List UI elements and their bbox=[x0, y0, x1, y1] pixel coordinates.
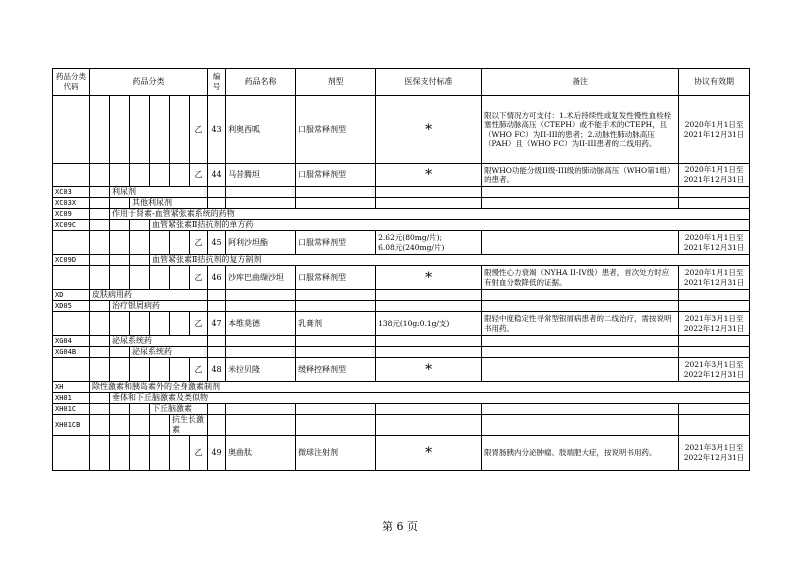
remark-46: 限慢性心力衰竭（NYHA II-IV级）患者，首次处方时应有射血分数降低的证据。 bbox=[482, 266, 679, 290]
form-44: 口服常释剂型 bbox=[296, 164, 376, 187]
standard-49: * bbox=[376, 436, 482, 471]
grade-48: 乙 bbox=[190, 358, 208, 382]
validity-45: 2020年1月1日至 2021年12月31日 bbox=[679, 231, 750, 255]
drug-row-43 bbox=[53, 96, 750, 164]
grade-49: 乙 bbox=[190, 436, 208, 471]
drug-row-48 bbox=[53, 358, 750, 382]
grade-43: 乙 bbox=[190, 96, 208, 164]
remark-49: 限胃肠胰内分泌肿瘤、肢端肥大症，按说明书用药。 bbox=[482, 436, 679, 471]
drug-row-46 bbox=[53, 266, 750, 290]
code-xc09: XC09 bbox=[53, 209, 90, 220]
number-46: 46 bbox=[208, 266, 226, 290]
code-xc03: XC03 bbox=[53, 187, 90, 198]
drug-name-44: 马昔腾坦 bbox=[226, 164, 296, 187]
category-xh01cb: 抗生长激素 bbox=[170, 415, 208, 436]
drug-name-49: 奥曲肽 bbox=[226, 436, 296, 471]
category-row-xd05 bbox=[53, 301, 750, 312]
code-xc09c: XC09C bbox=[53, 220, 90, 231]
header-standard: 医保支付标准 bbox=[376, 69, 482, 96]
standard-44: * bbox=[376, 164, 482, 187]
validity-49: 2021年3月1日至 2022年12月31日 bbox=[679, 436, 750, 471]
category-row-xh01c bbox=[53, 404, 750, 415]
validity-44: 2020年1月1日至 2021年12月31日 bbox=[679, 164, 750, 187]
drug-row-45 bbox=[53, 231, 750, 255]
code-xh01cb: XH01CB bbox=[53, 415, 90, 436]
code-xh: XH bbox=[53, 382, 90, 393]
number-45: 45 bbox=[208, 231, 226, 255]
code-xd: XD bbox=[53, 290, 90, 301]
form-46: 口服常释剂型 bbox=[296, 266, 376, 290]
drug-name-45: 阿利沙坦酯 bbox=[226, 231, 296, 255]
category-xh01: 垂体和下丘脑激素及类似物 bbox=[110, 393, 750, 404]
category-row-xc03x bbox=[53, 198, 750, 209]
grade-47: 乙 bbox=[190, 312, 208, 336]
category-xc03x: 其他利尿剂 bbox=[130, 198, 208, 209]
code-xg04: XG04 bbox=[53, 336, 90, 347]
category-xd05: 治疗银屑病药 bbox=[110, 301, 208, 312]
grade-44: 乙 bbox=[190, 164, 208, 187]
drug-name-46: 沙库巴曲缬沙坦 bbox=[226, 266, 296, 290]
form-47: 乳膏剂 bbox=[296, 312, 376, 336]
number-43: 43 bbox=[208, 96, 226, 164]
category-row-xd bbox=[53, 290, 750, 301]
form-45: 口服常释剂型 bbox=[296, 231, 376, 255]
category-xg04: 泌尿系统药 bbox=[110, 336, 208, 347]
category-row-xh01 bbox=[53, 393, 750, 404]
category-row-xg04 bbox=[53, 336, 750, 347]
table-header-row bbox=[53, 69, 750, 96]
remark-44: 限WHO功能分级II级-III级的肺动脉高压（WHO第1组）的患者。 bbox=[482, 164, 679, 187]
category-row-xc09c bbox=[53, 220, 750, 231]
code-xh01: XH01 bbox=[53, 393, 90, 404]
header-name: 药品名称 bbox=[226, 69, 296, 96]
standard-48: * bbox=[376, 358, 482, 382]
drug-table bbox=[52, 68, 750, 471]
category-xd: 皮肤病用药 bbox=[90, 290, 208, 301]
category-row-xg04b bbox=[53, 347, 750, 358]
validity-46: 2020年1月1日至 2021年12月31日 bbox=[679, 266, 750, 290]
drug-name-47: 本维莫德 bbox=[226, 312, 296, 336]
grade-45: 乙 bbox=[190, 231, 208, 255]
category-xc09: 作用于肾素-血管紧张素系统的药物 bbox=[110, 209, 750, 220]
category-row-xc09d bbox=[53, 255, 750, 266]
code-xd05: XD05 bbox=[53, 301, 90, 312]
code-xh01c: XH01C bbox=[53, 404, 90, 415]
category-xc09d: 血管紧张素Ⅱ拮抗剂的复方制剂 bbox=[150, 255, 750, 266]
form-49: 微球注射剂 bbox=[296, 436, 376, 471]
category-row-xh01cb bbox=[53, 415, 750, 436]
validity-43: 2020年1月1日至 2021年12月31日 bbox=[679, 96, 750, 164]
category-xh01c: 下丘脑激素 bbox=[150, 404, 208, 415]
category-xc03: 利尿剂 bbox=[110, 187, 208, 198]
validity-47: 2021年3月1日至 2022年12月31日 bbox=[679, 312, 750, 336]
drug-row-47 bbox=[53, 312, 750, 336]
standard-47: 138元(10g:0.1g/支) bbox=[376, 312, 482, 336]
number-48: 48 bbox=[208, 358, 226, 382]
drug-row-49 bbox=[53, 436, 750, 471]
code-xc09d: XC09D bbox=[53, 255, 90, 266]
validity-48: 2021年3月1日至 2022年12月31日 bbox=[679, 358, 750, 382]
header-validity: 协议有效期 bbox=[679, 69, 750, 96]
remark-43: 限以下情况方可支付：1.术后持续性或复发性慢性血栓栓塞性肺动脉高压（CTEPH）或不能手术的CTEPH，且（WHO FC）为II-III的患者；2.动脉性肺动脉高压（PAH）且（WHO FC）为II-III患者的二线用药。 bbox=[482, 96, 679, 164]
category-xh: 除性激素和胰岛素外的全身激素制剂 bbox=[90, 382, 750, 393]
header-category: 药品分类 bbox=[90, 69, 208, 96]
form-48: 缓释控释剂型 bbox=[296, 358, 376, 382]
standard-46: * bbox=[376, 266, 482, 290]
number-44: 44 bbox=[208, 164, 226, 187]
header-form: 剂型 bbox=[296, 69, 376, 96]
category-row-xc09 bbox=[53, 209, 750, 220]
header-number: 编号 bbox=[208, 69, 226, 96]
number-49: 49 bbox=[208, 436, 226, 471]
remark-47: 限轻中度稳定性寻常型银屑病患者的二线治疗，需按说明书用药。 bbox=[482, 312, 679, 336]
grade-46: 乙 bbox=[190, 266, 208, 290]
category-row-xc03 bbox=[53, 187, 750, 198]
number-47: 47 bbox=[208, 312, 226, 336]
category-xg04b: 泌尿系统药 bbox=[130, 347, 208, 358]
header-code: 药品分类代码 bbox=[53, 69, 90, 96]
category-xc09c: 血管紧张素Ⅱ拮抗剂的单方药 bbox=[150, 220, 750, 231]
drug-name-43: 利奥西呱 bbox=[226, 96, 296, 164]
code-xg04b: XG04B bbox=[53, 347, 90, 358]
form-43: 口服常释剂型 bbox=[296, 96, 376, 164]
header-remarks: 备注 bbox=[482, 69, 679, 96]
standard-43: * bbox=[376, 96, 482, 164]
category-row-xh bbox=[53, 382, 750, 393]
page-number: 第 6 页 bbox=[382, 520, 418, 533]
standard-45: 2.62元(80mg/片); 6.08元(240mg/片) bbox=[376, 231, 482, 255]
drug-name-48: 米拉贝隆 bbox=[226, 358, 296, 382]
drug-row-44 bbox=[53, 164, 750, 187]
code-xc03x: XC03X bbox=[53, 198, 90, 209]
